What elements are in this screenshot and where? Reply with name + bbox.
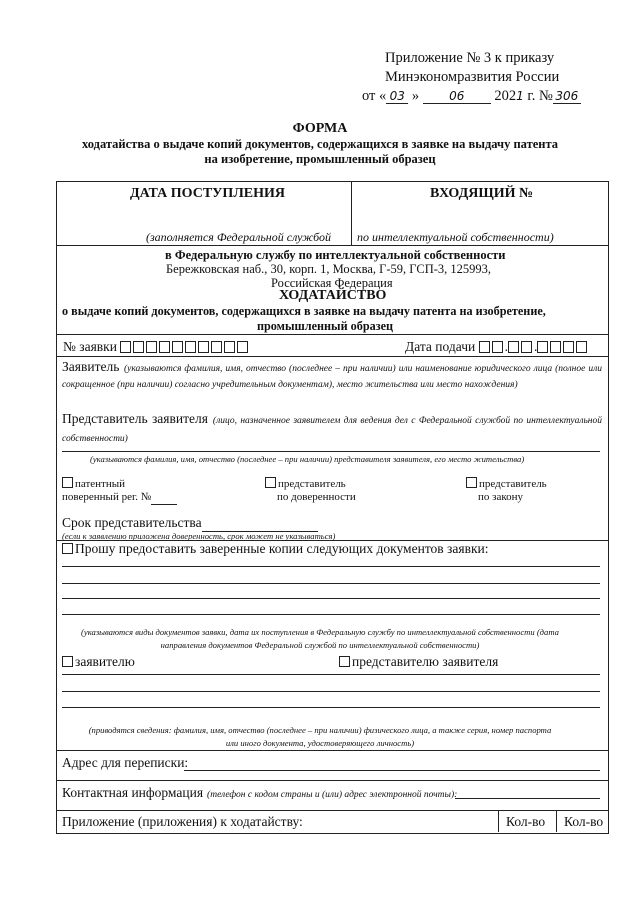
- qty-header-1: Кол-во: [506, 814, 546, 829]
- incoming-no-heading: ВХОДЯЩИЙ №: [430, 186, 534, 201]
- recipient-line[interactable]: [62, 707, 600, 708]
- header-ot: от «: [362, 88, 387, 104]
- option-patent-attorney-line1: патентный: [75, 478, 126, 490]
- term-caption: (если к заявлению приложена доверенность, срок может не указываться): [62, 531, 336, 541]
- divider: [56, 356, 608, 357]
- header-year-hw: 1: [516, 89, 524, 103]
- representative-hint: (лицо, назначенное заявителем для ведения дел с Федеральной службой по интеллектуальной собственности): [62, 416, 603, 444]
- top-row-divider: [351, 181, 352, 245]
- form-subtitle-2: на изобретение, промышленный образец: [204, 152, 436, 166]
- to-applicant-label: заявителю: [75, 654, 135, 669]
- qty-header-2: Кол-во: [564, 814, 604, 829]
- contact-label: Контактная информация: [62, 785, 204, 800]
- to-representative-label: представителю заявителя: [352, 654, 499, 669]
- request-line[interactable]: [62, 566, 600, 567]
- filing-year-cells[interactable]: [537, 341, 589, 357]
- petition-line-2: промышленный образец: [257, 319, 394, 333]
- filing-date-row: Дата подачи . .: [405, 339, 589, 357]
- attachment-label: Приложение (приложения) к ходатайству:: [62, 814, 303, 829]
- divider: [56, 810, 608, 811]
- petition-line-1: о выдаче копий документов, содержащихся в заявке на выдачу патента на изобретение,: [62, 304, 546, 318]
- application-number-label: № заявки: [63, 339, 117, 354]
- option-by-proxy-line2: по доверенности: [277, 491, 356, 503]
- filing-month-cells[interactable]: [508, 341, 534, 357]
- checkbox-by-proxy[interactable]: [265, 477, 276, 488]
- addressee-line-3: Российская Федерация: [271, 276, 393, 290]
- header-day: 03: [386, 89, 408, 104]
- representative-block: [62, 411, 602, 447]
- mailing-label: Адрес для переписки:: [62, 755, 189, 770]
- filing-date-cells[interactable]: [479, 341, 505, 357]
- divider: [56, 245, 608, 246]
- option-by-proxy-line1: представитель: [278, 478, 346, 490]
- divider: [56, 750, 608, 751]
- person-caption-2: или иного документа, удостоверяющего личность): [225, 738, 415, 748]
- petition-title: ХОДАТАЙСТВО: [279, 288, 387, 303]
- fill-note-right: по интеллектуальной собственности): [357, 230, 554, 244]
- checkbox-to-representative[interactable]: [339, 656, 350, 667]
- application-number-cells[interactable]: [120, 341, 250, 357]
- mailing-field[interactable]: [184, 770, 600, 771]
- checkbox-patent-attorney[interactable]: [62, 477, 73, 488]
- patent-attorney-reg-field[interactable]: [151, 491, 177, 505]
- recipient-line[interactable]: [62, 691, 600, 692]
- addressee-line-2: Бережковская наб., 30, корп. 1, Москва, Г-59, ГСП-3, 125993,: [166, 262, 492, 276]
- header-date-line: [362, 88, 581, 105]
- checkbox-by-law[interactable]: [466, 477, 477, 488]
- header-close-quote: »: [411, 88, 420, 104]
- request-caption-1: (указываются виды документов заявки, дата их поступления в Федеральную службу по интеллектуальной собственности (дата: [81, 627, 559, 637]
- option-patent-attorney-line2: поверенный рег. №: [62, 491, 152, 503]
- option-by-proxy[interactable]: [265, 477, 356, 504]
- applicant-label: Заявитель: [62, 359, 120, 374]
- form-subtitle-1: ходатайства о выдаче копий документов, содержащихся в заявке на выдачу патента: [81, 137, 559, 151]
- checkbox-request-copies[interactable]: [62, 543, 73, 554]
- header-year-prefix: 202: [494, 88, 517, 104]
- option-to-applicant[interactable]: [62, 654, 135, 670]
- form-title: ФОРМА: [292, 121, 348, 136]
- option-by-law-line2: по закону: [478, 491, 524, 503]
- request-line[interactable]: [62, 583, 600, 584]
- option-to-representative[interactable]: [339, 654, 498, 670]
- term-field[interactable]: [202, 515, 318, 532]
- request-row: [62, 541, 488, 557]
- header-ministry-line: Минэкономразвития России: [385, 69, 560, 85]
- recipient-line[interactable]: [62, 674, 600, 675]
- representative-name-line[interactable]: [62, 451, 600, 452]
- checkbox-to-applicant[interactable]: [62, 656, 73, 667]
- header-year-suffix: г. №: [527, 88, 553, 104]
- representative-caption: (указываются фамилия, имя, отчество (последнее – при наличии) представителя заявителя, его место жительства): [90, 454, 525, 464]
- request-line[interactable]: [62, 598, 600, 599]
- qty-divider: [498, 810, 499, 832]
- person-caption-1: (приводятся сведения: фамилия, имя, отчество (последнее – при наличии) физического лица, а также серия, номер паспорта: [88, 725, 552, 735]
- option-patent-attorney[interactable]: [62, 477, 177, 505]
- applicant-block: [62, 360, 602, 392]
- application-number-row: [63, 339, 250, 357]
- request-label: Прошу предоставить заверенные копии следующих документов заявки:: [75, 541, 489, 556]
- option-by-law-line1: представитель: [479, 478, 547, 490]
- applicant-hint: (указываются фамилия, имя, отчество (последнее – при наличии) или наименование юридического лица (полное или сокращенное (при наличии) согласно учредительным документам), место жительства или место нахождения): [62, 364, 602, 390]
- term-label: Срок представительства: [62, 515, 202, 530]
- option-by-law[interactable]: [466, 477, 547, 504]
- term-row: [62, 515, 318, 532]
- date-received-heading: ДАТА ПОСТУПЛЕНИЯ: [130, 186, 285, 201]
- addressee-line-1: в Федеральную службу по интеллектуальной собственности: [165, 248, 506, 262]
- header-number: 306: [553, 89, 581, 104]
- qty-divider: [556, 810, 557, 832]
- request-caption-2: направления документов Федеральной службой по интеллектуальной собственности): [160, 640, 480, 650]
- contact-field[interactable]: [455, 798, 600, 799]
- contact-row: [62, 784, 457, 802]
- fill-note-left: (заполняется Федеральной службой: [146, 230, 332, 244]
- representative-label: Представитель заявителя: [62, 411, 208, 426]
- header-appendix-line: Приложение № 3 к приказу: [385, 50, 555, 66]
- divider: [56, 334, 608, 335]
- header-month: 06: [423, 89, 491, 104]
- divider: [56, 780, 608, 781]
- filing-date-label: Дата подачи: [405, 339, 476, 354]
- request-line[interactable]: [62, 614, 600, 615]
- contact-hint: (телефон с кодом страны и (или) адрес электронной почты):: [207, 790, 458, 800]
